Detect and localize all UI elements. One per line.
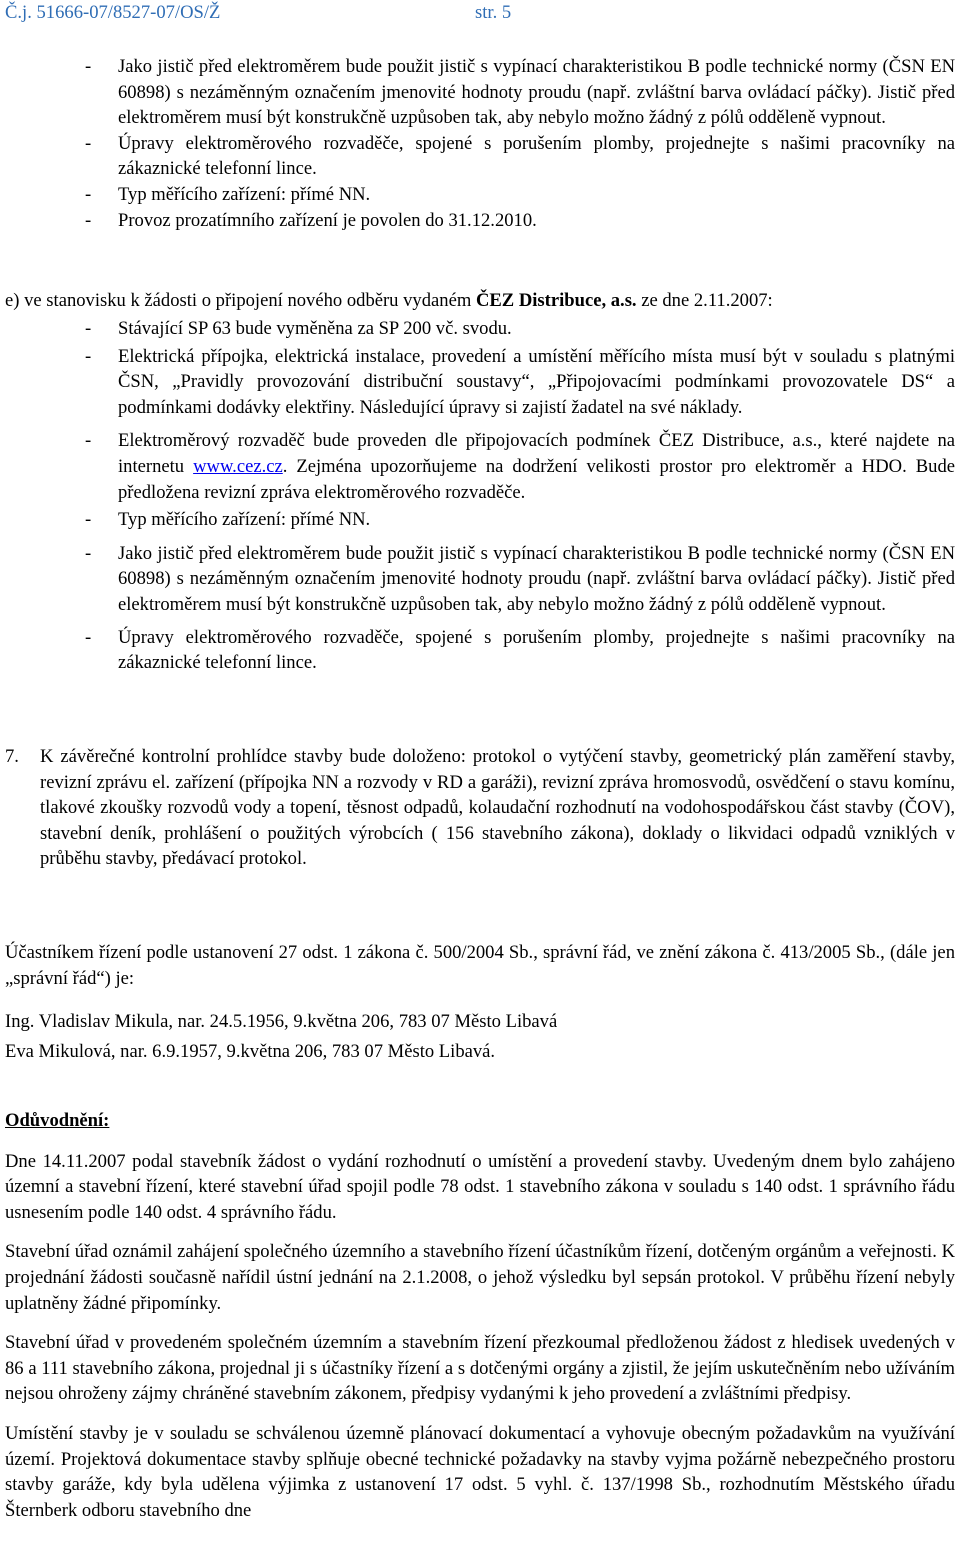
list-item-text: Úpravy elektroměrového rozvaděče, spojené s porušením plomby, projednejte s našimi pracovníky na zákaznické telefonní lince.: [118, 626, 955, 674]
reasoning-paragraph: Stavební úřad v provedeném společném územním a stavebním řízení přezkoumal předloženou žádost z hledisek uvedených v 86 a 111 stavebního zákona, projednal ji s účastníky řízení a s dotčenými orgány a zjistil, že jejím uskutečněním nebo užíváním nejsou ohroženy zájmy chráněné stavebním zákonem, předpisy vydanými k jeho provedení a zvláštními předpisy.: [5, 1332, 955, 1405]
list-item-text: Jako jistič před elektroměrem bude použit jistič s vypínací charakteristikou B podle technické normy (ČSN EN 60898) s nezáměnným označením jmenovité hodnoty proudu (např. zvláštní barva ovládací páčky). Jistič před elektroměrem musí být konstrukčně uzpůsoben tak, aby nebylo možno žádný z pólů odděleně vypnout.: [118, 56, 955, 129]
list-item-text: Provoz prozatímního zařízení je povolen do 31.12.2010.: [118, 209, 537, 231]
list-1: [5, 54, 955, 233]
section-e-text: e) ve stanovisku k žádosti o připojení nového odběru vydaném: [5, 290, 476, 311]
list-item: [5, 507, 955, 533]
list-item: [5, 344, 955, 421]
reasoning-paragraph: Dne 14.11.2007 podal stavebník žádost o vydání rozhodnutí o umístění a provedení stavby. Uvedeným dnem bylo zahájeno územní a stavební řízení, které stavební úřad spojil podle 78 odst. 1 stavebního zákona v souladu s 140 odst. 1 správního řádu usnesením podle 140 odst. 4 správního řádu.: [5, 1150, 955, 1223]
page-header: [5, 2, 955, 26]
list-dash: -: [85, 183, 92, 205]
item-number: 7.: [5, 746, 19, 767]
reasoning-section: [5, 1108, 955, 1523]
list-2: [5, 316, 955, 676]
list-item-text: Elektrická přípojka, elektrická instalace, provedení a umístění měřícího místa musí být v souladu s platnými ČSN, „Pravidly provozování distribuční soustavy“, „Připojovacími podmínkami provozovatele DS“ a podmínkami dodávky elektřiny. Následující úpravy si zajistí žadatel na své náklady.: [118, 345, 955, 418]
list-item-text: Typ měřícího zařízení: přímé NN.: [118, 509, 371, 531]
numbered-item: [5, 744, 955, 872]
item-text: K závěrečné kontrolní prohlídce stavby bude doloženo: protokol o vytýčení stavby, geometrický plán zaměření stavby, revizní zprávu el. zařízení (přípojka NN a rozvody v RD a garáži), revizní zpráva hromosvodů, osvědčení o stavu komínu, tlakové zkoušky rozvodů vody a topení, těsnost odpadů, kolaudační rozhodnutí na vodohospodářskou část stavby (ČOV), stavební deník, prohlášení o použitých výrobcích ( 156 stavebního zákona), doklady o likvidaci odpadů vzniklých v průběhu stavby, předávací protokol.: [40, 746, 955, 870]
reasoning-heading: Odůvodnění:: [5, 1110, 110, 1131]
participant-1: Ing. Vladislav Mikula, nar. 24.5.1956, 9.května 206, 783 07 Město Libavá: [5, 1011, 558, 1033]
section-e-company: ČEZ Distribuce, a.s.: [475, 290, 637, 311]
list-item: [5, 208, 955, 234]
section-e-heading: [5, 288, 955, 314]
reasoning-paragraph: Stavební úřad oznámil zahájení společného územního a stavebního řízení účastníkům řízení, dotčeným orgánům a veřejnosti. K projednání žádosti současně nařídil ústní jednání na 2.1.2008, o jehož výsledku byl sepsán protokol. V průběhu řízení nebyly uplatněny žádné připomínky.: [5, 1241, 955, 1314]
list-dash: -: [85, 430, 92, 452]
list-item: [5, 182, 955, 208]
list-item-text: Typ měřícího zařízení: přímé NN.: [118, 183, 371, 205]
list-dash: -: [85, 132, 92, 154]
list-dash: -: [85, 209, 92, 231]
list-item: [5, 131, 955, 182]
list-dash: -: [85, 542, 92, 564]
list-dash: -: [85, 509, 92, 531]
list-dash: -: [85, 626, 92, 648]
list-item-text: Úpravy elektroměrového rozvaděče, spojené s porušením plomby, projednejte s našimi pracovníky na zákaznické telefonní lince.: [118, 132, 955, 180]
list-item-text: Jako jistič před elektroměrem bude použit jistič s vypínací charakteristikou B podle technické normy (ČSN EN 60898) s nezáměnným označením jmenovité hodnoty proudu (např. zvláštní barva ovládací páčky). Jistič před elektroměrem musí být konstrukčně uzpůsoben tak, aby nebylo možno žádný z pólů odděleně vypnout.: [118, 542, 955, 615]
list-dash: -: [85, 56, 92, 77]
list-dash: -: [85, 318, 92, 339]
document-reference: Č.j. 51666-07/8527-07/OS/Ž: [5, 2, 221, 23]
list-item-text-part: . Zejména upozorňujeme na dodržení velikosti prostor pro elektroměr a HDO. Bude předložena revizní zpráva elektroměrového rozvaděče.: [118, 455, 955, 503]
reasoning-paragraph: Umístění stavby je v souladu se schválenou územně plánovací dokumentací a vyhovuje obecným požadavkům na využívání území. Projektová dokumentace stavby splňuje obecné technické požadavky na stavby vyjma požárně nebezpečného prostoru stavby garáže, kdy byla udělena výjimka z ustanovení 17 odst. 5 vyhl. č. 137/1998 Sb., rozhodnutím Městského úřadu Šternberk odboru stavebního dne: [5, 1422, 955, 1521]
list-item: [5, 428, 955, 505]
list-item-text: [118, 430, 955, 502]
list-item: [5, 625, 955, 676]
cez-website-link[interactable]: www.cez.cz: [193, 455, 283, 477]
participants-section: [5, 940, 955, 1064]
participant-2: Eva Mikulová, nar. 6.9.1957, 9.května 206, 783 07 Město Libavá.: [5, 1040, 496, 1062]
participants-intro: Účastníkem řízení podle ustanovení 27 odst. 1 zákona č. 500/2004 Sb., správní řád, ve znění zákona č. 413/2005 Sb., (dále jen „správní řád“) je:: [5, 942, 955, 989]
list-dash: -: [85, 345, 92, 367]
page-number: str. 5: [475, 2, 512, 23]
list-item: [5, 54, 955, 131]
list-item-text: Stávající SP 63 bude vyměněna za SP 200 vč. svodu.: [118, 318, 512, 339]
list-item: [5, 316, 955, 342]
section-e: [5, 288, 955, 314]
item-7: [5, 744, 955, 872]
list-item-text-part: Elektroměrový rozvaděč bude proveden dle připojovacích podmínek ČEZ Distribuce, a.s., které najdete na internetu: [118, 430, 955, 477]
section-e-date: ze dne 2.11.2007:: [636, 290, 773, 311]
list-item: [5, 541, 955, 618]
